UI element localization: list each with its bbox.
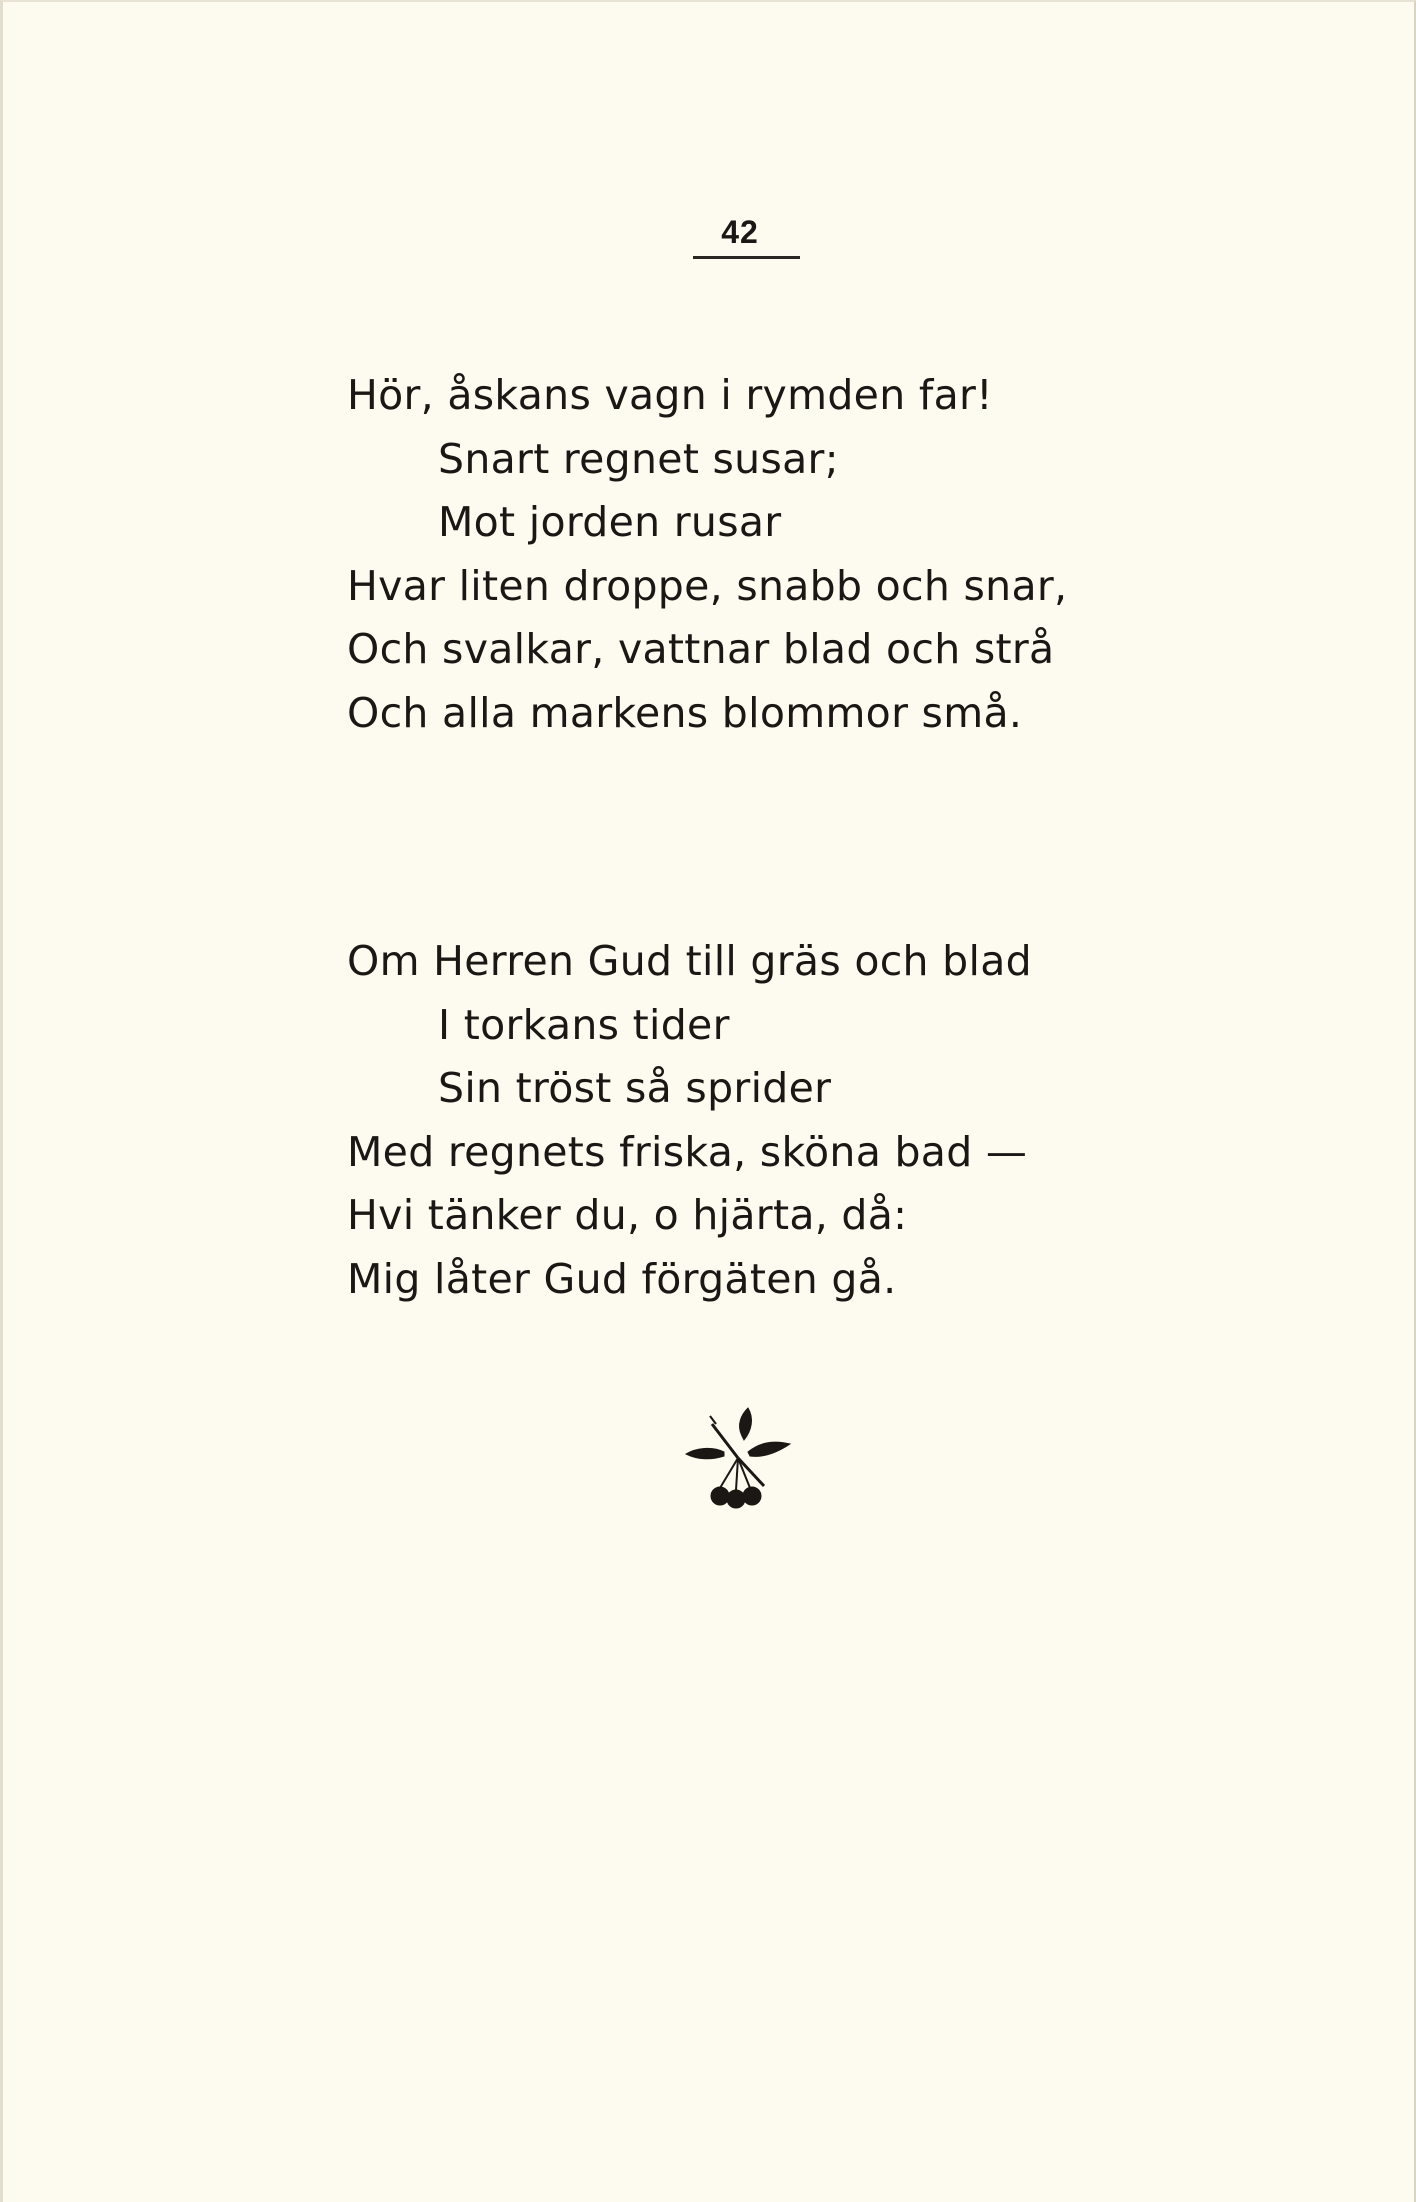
verse-line: Och alla markens blommor små. bbox=[347, 688, 1023, 737]
verse-line: Hvi tänker du, o hjärta, då: bbox=[347, 1191, 908, 1239]
page-number-rule bbox=[693, 256, 800, 259]
verse-line: Och svalkar, vattnar blad och strå bbox=[347, 625, 1055, 673]
verse-line: Med regnets friska, sköna bad — bbox=[347, 1127, 1028, 1176]
verse-line: Om Herren Gud till gräs och blad bbox=[347, 937, 1032, 985]
verse-line: Hör, åskans vagn i rymden far! bbox=[347, 371, 993, 419]
verse-line: I torkans tider bbox=[438, 1000, 730, 1049]
verse-line: Mig låter Gud förgäten gå. bbox=[347, 1254, 897, 1303]
verse-line: Sin tröst så sprider bbox=[438, 1064, 832, 1112]
stanza-1 bbox=[347, 364, 1167, 745]
page-number: 42 bbox=[721, 214, 759, 250]
stanza-2 bbox=[347, 930, 1167, 1311]
verse-line: Hvar liten droppe, snabb och snar, bbox=[347, 561, 1068, 610]
cherry-branch-icon bbox=[672, 1406, 802, 1516]
verse-line: Snart regnet susar; bbox=[438, 434, 839, 483]
verse-line: Mot jorden rusar bbox=[438, 498, 782, 546]
